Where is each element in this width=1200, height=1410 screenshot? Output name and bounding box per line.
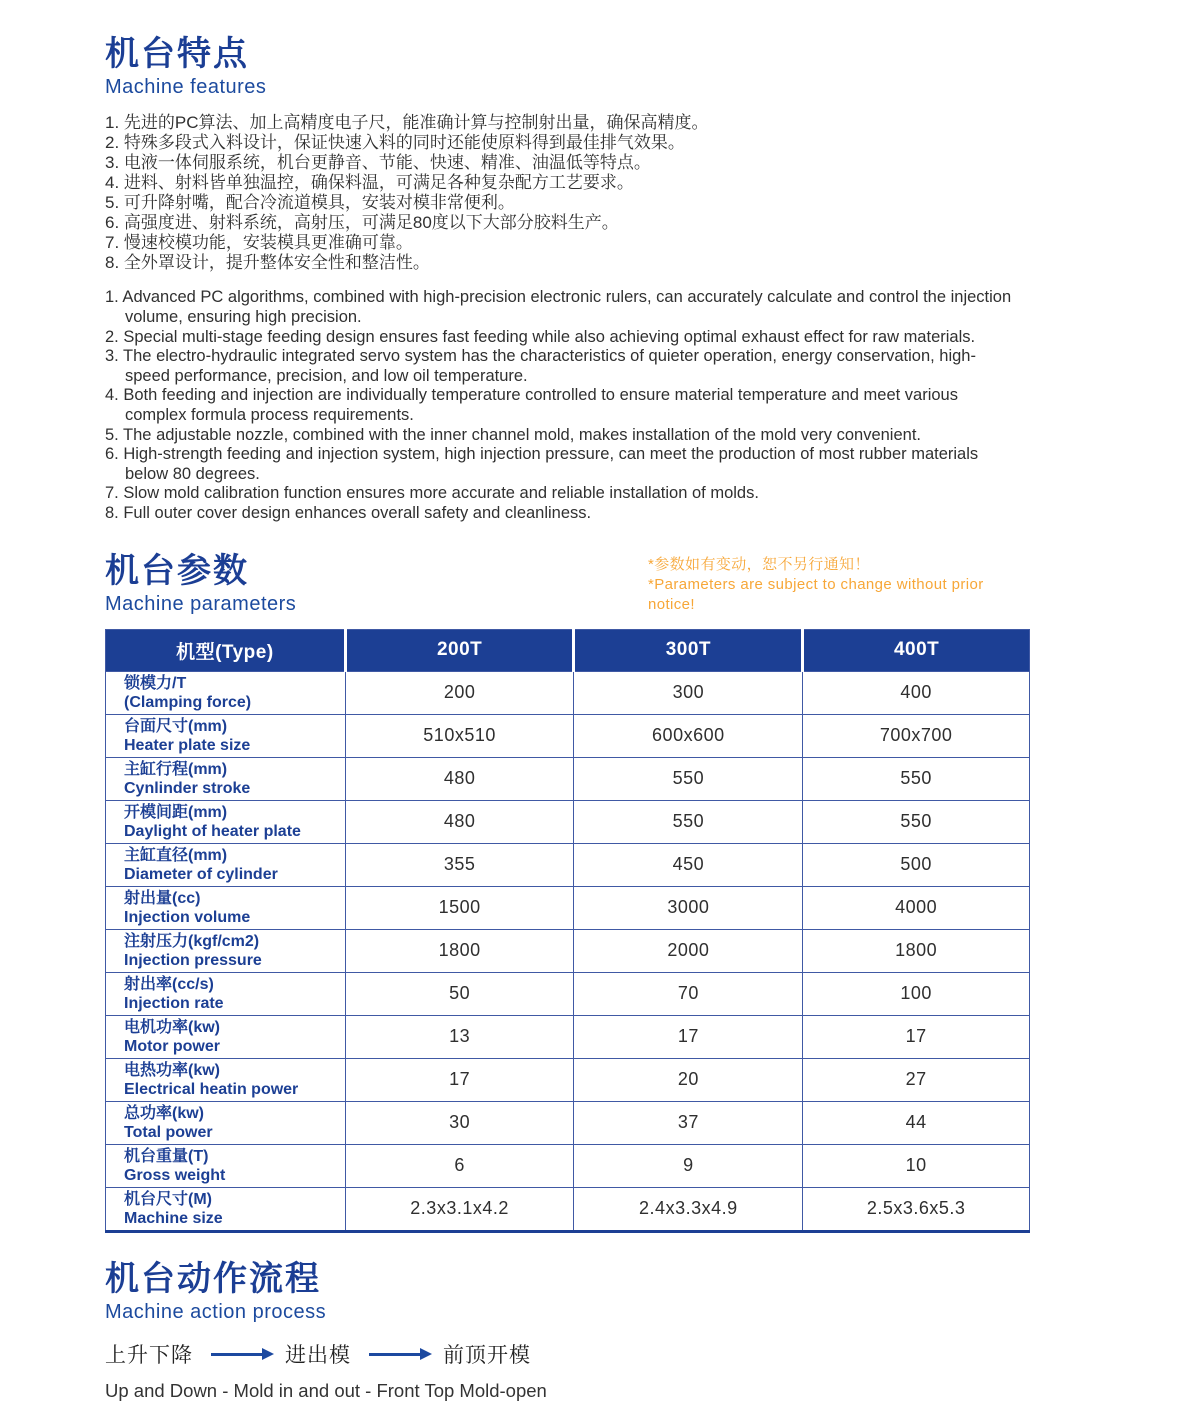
row-value-300t: 450 xyxy=(574,843,803,886)
parameters-title-en: Machine parameters xyxy=(105,592,297,615)
row-label-zh: 机台尺寸(M) xyxy=(124,1190,212,1208)
row-value-400t: 550 xyxy=(803,757,1030,800)
process-title-zh: 机台动作流程 xyxy=(105,1259,321,1298)
row-value-300t: 3000 xyxy=(574,886,803,929)
table-row xyxy=(106,843,1030,886)
table-row xyxy=(106,1187,1030,1231)
row-label-cell xyxy=(106,843,346,886)
row-value-300t: 550 xyxy=(574,800,803,843)
row-label-en: Diameter of cylinder xyxy=(124,865,278,883)
row-label-en: Injection rate xyxy=(124,994,224,1012)
row-label-zh: 注射压力(kgf/cm2) xyxy=(124,932,260,950)
parameters-titles xyxy=(105,553,296,615)
table-header-300t: 300T xyxy=(574,629,803,671)
feature-item-zh: 7. 慢速校模功能，安装模具更准确可靠。 xyxy=(105,233,413,253)
feature-item-en: 2. Special multi-stage feeding design ensures fast feeding while also achieving optimal exhaust effect for raw materials. xyxy=(105,327,976,346)
row-value-400t: 1800 xyxy=(803,929,1030,972)
row-value-300t: 20 xyxy=(574,1058,803,1101)
row-value-300t: 600x600 xyxy=(574,714,803,757)
parameters-table-head xyxy=(106,629,1030,671)
table-row xyxy=(106,1058,1030,1101)
row-value-200t: 50 xyxy=(345,972,574,1015)
machine-features-section xyxy=(105,36,1130,524)
row-value-400t: 500 xyxy=(803,843,1030,886)
row-label-zh: 台面尺寸(mm) xyxy=(124,717,228,735)
row-value-200t: 355 xyxy=(345,843,574,886)
feature-item-zh: 5. 可升降射嘴，配合冷流道模具，安装对模非常便利。 xyxy=(105,193,515,213)
row-label-zh: 主缸直径(mm) xyxy=(124,846,228,864)
table-row xyxy=(106,757,1030,800)
row-label-en: Injection pressure xyxy=(124,951,262,969)
row-value-400t: 2.5x3.6x5.3 xyxy=(803,1187,1030,1231)
table-header-200t: 200T xyxy=(345,629,574,671)
feature-item-zh: 4. 进料、射料皆单独温控，确保料温，可满足各种复杂配方工艺要求。 xyxy=(105,173,634,193)
row-value-400t: 44 xyxy=(803,1101,1030,1144)
row-label-en: Total power xyxy=(124,1123,213,1141)
row-label-cell xyxy=(106,1187,346,1231)
feature-item-en: 4. Both feeding and injection are individually temperature controlled to ensure material temperature and meet various complex formula process requirements. xyxy=(105,386,958,424)
row-label-cell xyxy=(106,757,346,800)
feature-item-zh: 1. 先进的PC算法、加上高精度电子尺，能准确计算与控制射出量，确保高精度。 xyxy=(105,113,709,133)
feature-item-zh: 2. 特殊多段式入料设计，保证快速入料的同时还能使原料得到最佳排气效果。 xyxy=(105,133,685,153)
row-value-300t: 17 xyxy=(574,1015,803,1058)
row-label-cell xyxy=(106,800,346,843)
row-label-en: Heater plate size xyxy=(124,736,251,754)
features-list-en xyxy=(105,288,1015,523)
feature-item-zh: 8. 全外罩设计，提升整体安全性和整洁性。 xyxy=(105,253,430,273)
parameters-table-body xyxy=(106,671,1030,1231)
row-label-zh: 机台重量(T) xyxy=(124,1147,209,1165)
table-row xyxy=(106,972,1030,1015)
row-value-200t: 13 xyxy=(345,1015,574,1058)
row-label-cell xyxy=(106,671,346,714)
row-value-200t: 17 xyxy=(345,1058,574,1101)
machine-parameters-section xyxy=(105,553,1130,1233)
row-value-200t: 30 xyxy=(345,1101,574,1144)
notice-en: *Parameters are subject to change without prior notice! xyxy=(648,575,984,613)
row-value-400t: 100 xyxy=(803,972,1030,1015)
row-value-300t: 37 xyxy=(574,1101,803,1144)
flow-step-up-down: 上升下降 xyxy=(105,1344,193,1368)
row-value-300t: 300 xyxy=(574,671,803,714)
row-value-200t: 6 xyxy=(345,1144,574,1187)
right-arrow-icon xyxy=(369,1353,421,1356)
row-label-zh: 总功率(kw) xyxy=(124,1104,205,1122)
row-label-en: (Clamping force) xyxy=(124,693,252,711)
row-label-cell xyxy=(106,714,346,757)
row-value-300t: 550 xyxy=(574,757,803,800)
row-label-zh: 射出量(cc) xyxy=(124,889,201,907)
table-row xyxy=(106,929,1030,972)
row-label-cell xyxy=(106,1015,346,1058)
features-list-zh xyxy=(105,113,1130,273)
parameters-change-notice xyxy=(648,555,1030,615)
table-header-type: 机型(Type) xyxy=(106,629,346,671)
row-label-en: Daylight of heater plate xyxy=(124,822,301,840)
row-label-cell xyxy=(106,886,346,929)
feature-item-en: 3. The electro-hydraulic integrated servo system has the characteristics of quieter operation, energy conservation, high-speed performance, precision, and low oil temperature. xyxy=(105,347,976,385)
row-value-400t: 10 xyxy=(803,1144,1030,1187)
row-value-200t: 510x510 xyxy=(345,714,574,757)
row-value-400t: 400 xyxy=(803,671,1030,714)
feature-item-en: 5. The adjustable nozzle, combined with the inner channel mold, makes installation of the mold very convenient. xyxy=(105,425,921,444)
features-title-zh: 机台特点 xyxy=(105,35,249,73)
machine-action-process-section xyxy=(105,1261,1130,1402)
feature-item-en: 6. High-strength feeding and injection system, high injection pressure, can meet the production of most rubber materials below 80 degrees. xyxy=(105,445,979,483)
table-row xyxy=(106,800,1030,843)
table-row xyxy=(106,714,1030,757)
row-label-zh: 射出率(cc/s) xyxy=(124,975,214,993)
row-label-cell xyxy=(106,929,346,972)
row-value-200t: 200 xyxy=(345,671,574,714)
row-value-200t: 2.3x3.1x4.2 xyxy=(345,1187,574,1231)
table-row xyxy=(106,1144,1030,1187)
row-label-zh: 电热功率(kw) xyxy=(124,1061,221,1079)
feature-item-en: 1. Advanced PC algorithms, combined with high-precision electronic rulers, can accurately calculate and control the injection volume, ensuring high precision. xyxy=(105,288,1012,326)
right-arrow-icon xyxy=(211,1353,263,1356)
table-header-400t: 400T xyxy=(803,629,1030,671)
row-value-400t: 17 xyxy=(803,1015,1030,1058)
row-label-en: Cynlinder stroke xyxy=(124,779,251,797)
row-label-cell xyxy=(106,1144,346,1187)
table-row xyxy=(106,671,1030,714)
row-label-zh: 电机功率(kw) xyxy=(124,1018,221,1036)
row-label-cell xyxy=(106,972,346,1015)
row-label-en: Electrical heatin power xyxy=(124,1080,299,1098)
row-label-en: Machine size xyxy=(124,1209,223,1227)
process-title-en: Machine action process xyxy=(105,1301,327,1324)
row-value-400t: 700x700 xyxy=(803,714,1030,757)
feature-item-en: 8. Full outer cover design enhances overall safety and cleanliness. xyxy=(105,503,592,522)
notice-zh: *参数如有变动，恕不另行通知！ xyxy=(648,555,870,573)
parameters-table xyxy=(105,629,1030,1233)
flow-step-mold-in-out: 进出模 xyxy=(285,1344,351,1368)
process-flow xyxy=(105,1339,1130,1369)
features-title-en: Machine features xyxy=(105,76,267,99)
row-value-400t: 27 xyxy=(803,1058,1030,1101)
table-row xyxy=(106,1015,1030,1058)
row-label-en: Gross weight xyxy=(124,1166,226,1184)
table-header-row xyxy=(106,629,1030,671)
row-value-200t: 1500 xyxy=(345,886,574,929)
row-label-zh: 开模间距(mm) xyxy=(124,803,228,821)
row-value-200t: 1800 xyxy=(345,929,574,972)
row-value-300t: 2000 xyxy=(574,929,803,972)
row-label-en: Motor power xyxy=(124,1037,220,1055)
feature-item-zh: 3. 电液一体伺服系统，机台更静音、节能、快速、精准、油温低等特点。 xyxy=(105,153,651,173)
parameters-title-zh: 机台参数 xyxy=(105,551,249,590)
row-value-300t: 9 xyxy=(574,1144,803,1187)
row-value-200t: 480 xyxy=(345,800,574,843)
parameters-header xyxy=(105,553,1030,615)
row-value-400t: 4000 xyxy=(803,886,1030,929)
table-row xyxy=(106,886,1030,929)
row-label-cell xyxy=(106,1101,346,1144)
process-flow-en: Up and Down - Mold in and out - Front Top Mold-open xyxy=(105,1380,547,1402)
table-row xyxy=(106,1101,1030,1144)
row-label-zh: 主缸行程(mm) xyxy=(124,760,228,778)
row-label-cell xyxy=(106,1058,346,1101)
row-label-zh: 锁模力/T xyxy=(124,674,187,692)
flow-step-front-top-mold-open: 前顶开模 xyxy=(443,1344,531,1368)
row-value-400t: 550 xyxy=(803,800,1030,843)
feature-item-en: 7. Slow mold calibration function ensures more accurate and reliable installation of molds. xyxy=(105,484,759,503)
feature-item-zh: 6. 高强度进、射料系统，高射压，可满足80度以下大部分胶料生产。 xyxy=(105,213,619,233)
row-label-en: Injection volume xyxy=(124,908,251,926)
row-value-300t: 2.4x3.3x4.9 xyxy=(574,1187,803,1231)
row-value-300t: 70 xyxy=(574,972,803,1015)
row-value-200t: 480 xyxy=(345,757,574,800)
